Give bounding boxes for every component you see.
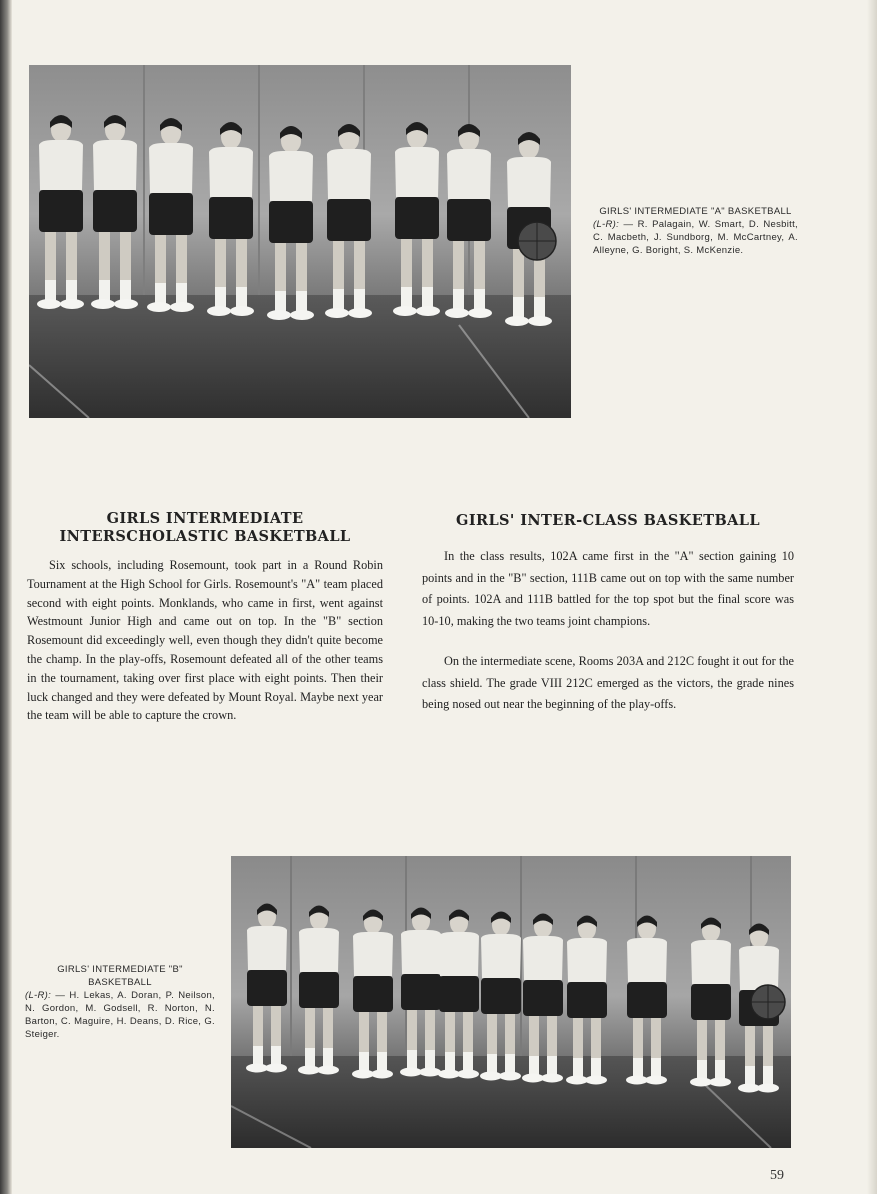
- caption-title: GIRLS' INTERMEDIATE "B" BASKETBALL: [57, 964, 183, 988]
- book-binding-shadow: [0, 0, 12, 1194]
- team-photo-intermediate-a: [29, 65, 571, 418]
- article-interscholastic: [27, 510, 383, 725]
- photo-caption-intermediate-b: [25, 963, 215, 1041]
- article-paragraph-2: On the intermediate scene, Rooms 203A and 212C fought it out for the class shield. The grade VIII 212C emerged as the victors, the grade nines being nosed out near the beginning of the play-offs.: [422, 653, 794, 712]
- caption-names: [25, 989, 215, 1041]
- team-photo-intermediate-b: [231, 856, 791, 1148]
- caption-name-list: — H. Lekas, A. Doran, P. Neilson, N. Gordon, M. Godsell, R. Norton, N. Barton, C. Maguire, H. Deans, D. Rice, G. Steiger.: [25, 990, 215, 1040]
- article-body: Six schools, including Rosemount, took part in a Round Robin Tournament at the High School for Girls. Rosemount's "A" team placed second with eight points. Monklands, who came in first, went against Westmount Junior High and came out on top. In the "B" section Rosemount did exceedingly well, even though they didn't quite become the champ. In the play-offs, Rosemount defeated all of the other teams in the tournament, taking over first place with eight points. Then their luck changed and they were defeated by Mount Royal. Maybe next year the team will be able to capture the crown.: [27, 558, 383, 723]
- caption-names: [593, 218, 798, 257]
- article-inter-class: [422, 512, 794, 716]
- photo-caption-intermediate-a: [593, 205, 798, 257]
- page-edge-shadow: [867, 0, 877, 1194]
- caption-lr-label: (L-R):: [593, 219, 620, 230]
- article-paragraph-1: In the class results, 102A came first in the "A" section gaining 10 points and in the "B" section, 111B came out on top with the same number of points. 102A and 111B battled for the top spot but the final score was 10-10, making the two teams joint champions.: [422, 549, 794, 629]
- article-heading: GIRLS' INTER-CLASS BASKETBALL: [456, 512, 760, 529]
- page-number: 59: [770, 1168, 784, 1183]
- caption-title: GIRLS' INTERMEDIATE "A" BASKETBALL: [599, 206, 792, 217]
- caption-lr-label: (L-R):: [25, 990, 52, 1001]
- caption-name-list: — R. Palagain, W. Smart, D. Nesbitt, C. Macbeth, J. Sundborg, M. McCartney, A. Alleyne, G. Boright, S. McKenzie.: [593, 219, 798, 256]
- article-heading: GIRLS INTERMEDIATE INTERSCHOLASTIC BASKETBALL: [59, 510, 351, 545]
